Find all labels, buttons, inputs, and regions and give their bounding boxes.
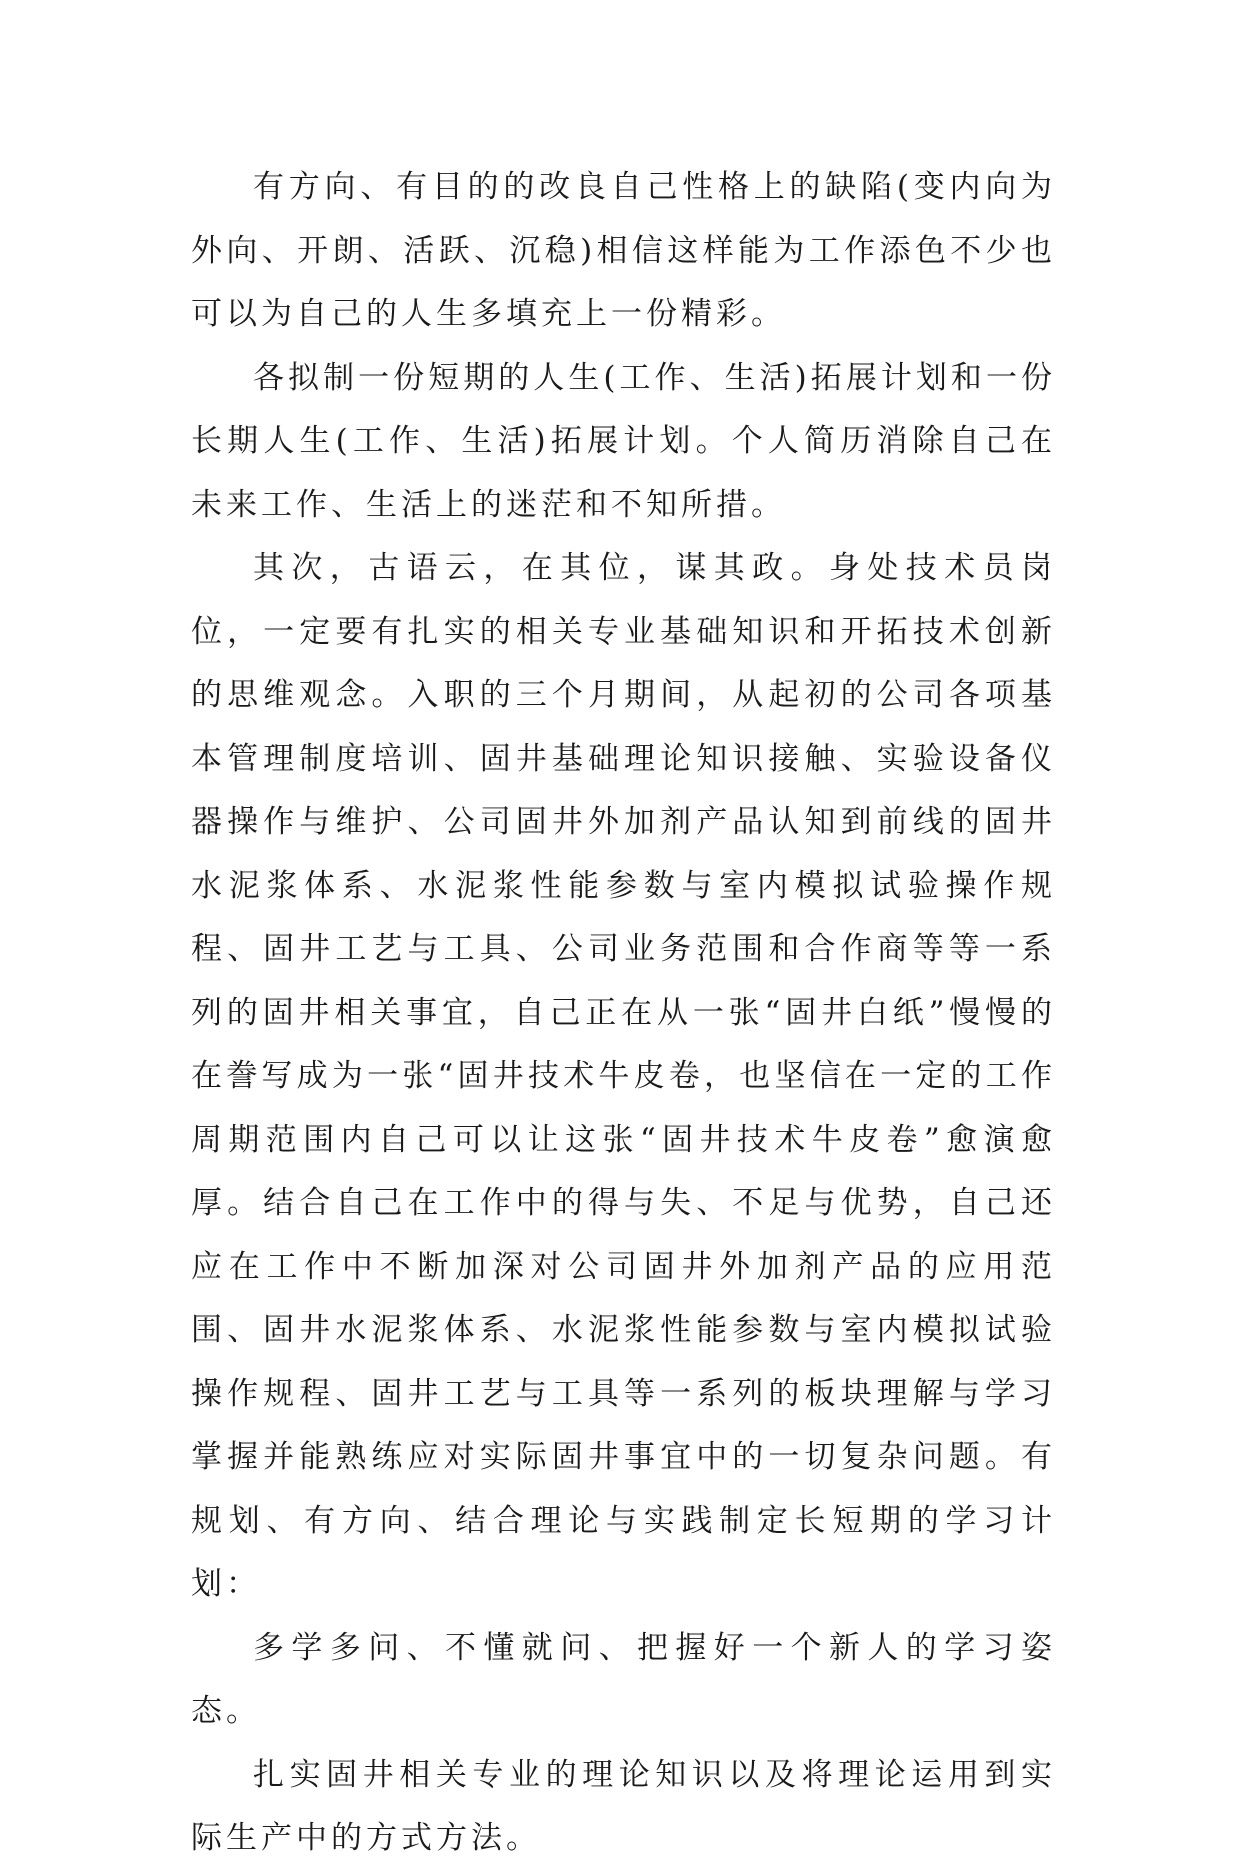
paragraph-learning-attitude: 多学多问、不懂就问、把握好一个新人的学习姿态。 [191, 1629, 1056, 1729]
paragraph-technical-role: 其次，古语云，在其位，谋其政。身处技术员岗位，一定要有扎实的相关专业基础知识和开拓技术创新的思维观念。入职的三个月期间，从起初的公司各项基本管理制度培训、固井基础理论知识接触、实验设备仪器操作与维护、公司固井外加剂产品认知到前线的固井水泥浆体系、水泥浆性能参数与室内模拟试验操作规程、固井工艺与工具、公司业务范围和合作商等等一系列的固井相关事宜，自己正在从一张“固井白纸”慢慢的在誊写成为一张“固井技术牛皮卷，也坚信在一定的工作周期范围内自己可以让这张“固井技术牛皮卷”愈演愈厚。结合自己在工作中的得与失、不足与优势，自己还应在工作中不断加深对公司固井外加剂产品的应用范围、固井水泥浆体系、水泥浆性能参数与室内模拟试验操作规程、固井工艺与工具等一系列的板块理解与学习掌握并能熟练应对实际固井事宜中的一切复杂问题。有规划、有方向、结合理论与实践制定长短期的学习计划： [191, 550, 1056, 1602]
paragraph-personality: 有方向、有目的的改良自己性格上的缺陷(变内向为外向、开朗、活跃、沉稳)相信这样能为工作添色不少也可以为自己的人生多填充上一份精彩。 [191, 169, 1056, 332]
document-body [191, 156, 1056, 1871]
paragraph-theory-practice: 扎实固井相关专业的理论知识以及将理论运用到实际生产中的方式方法。 [191, 1756, 1056, 1856]
paragraph-life-plan: 各拟制一份短期的人生(工作、生活)拓展计划和一份长期人生(工作、生活)拓展计划。个人简历消除自己在未来工作、生活上的迷茫和不知所措。 [191, 359, 1056, 523]
